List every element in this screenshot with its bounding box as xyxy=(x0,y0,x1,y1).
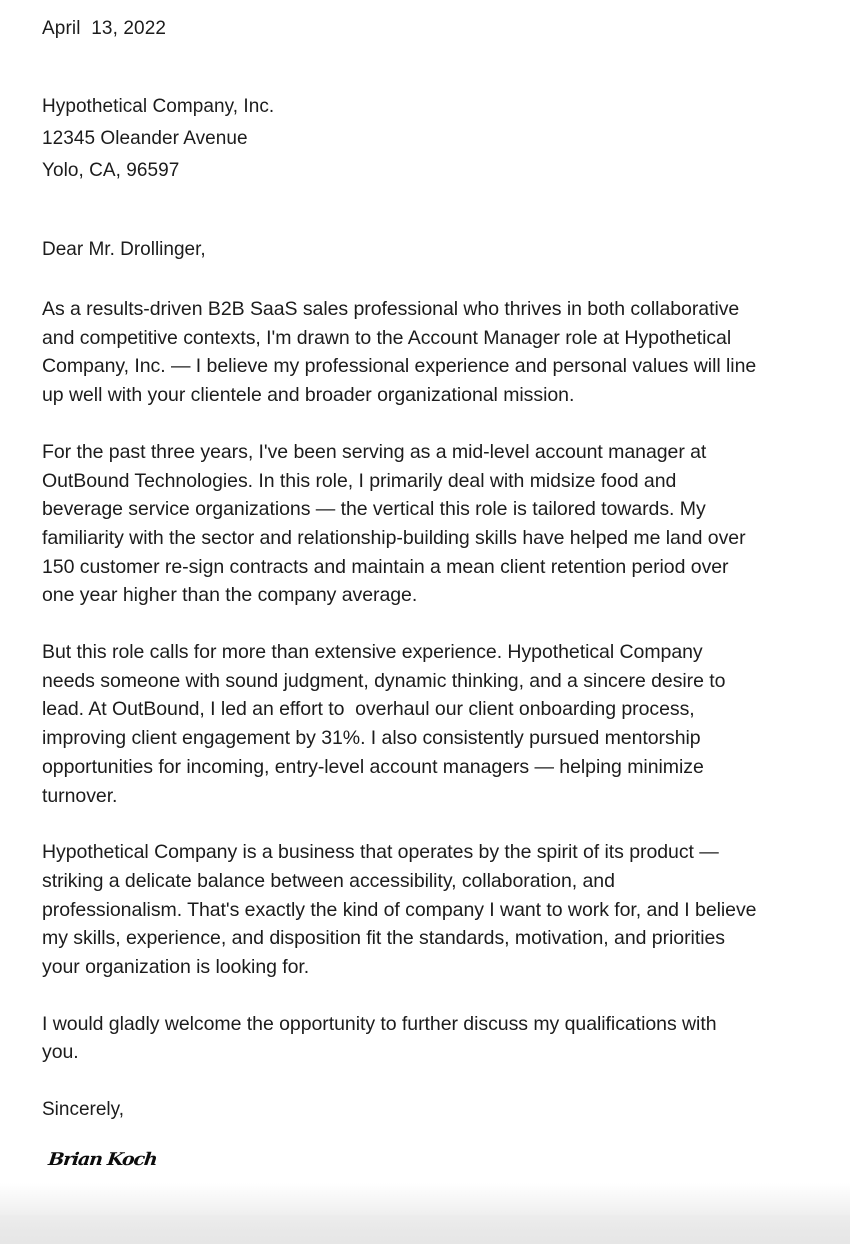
recipient-address-block xyxy=(42,91,758,187)
recipient-city-state-zip: Yolo, CA, 96597 xyxy=(42,160,180,181)
handwritten-signature: Brian Koch xyxy=(47,1149,158,1170)
salutation: Dear Mr. Drollinger, xyxy=(42,239,206,260)
body-paragraph-2: For the past three years, I've been serving as a mid-level account manager at OutBound Technologies. In this role, I primarily deal with midsize food and beverage service organizations — the vertical this role is tailored towards. My familiarity with the sector and relationship-building skills have helped me land over 150 customer re-sign contracts and maintain a mean client retention period over one year higher than the company average. xyxy=(42,440,751,607)
page-bottom-band xyxy=(0,1215,850,1244)
recipient-street: 12345 Oleander Avenue xyxy=(42,128,248,149)
body-paragraph-4: Hypothetical Company is a business that operates by the spirit of its product — striking a delicate balance between accessibility, collaboration, and professionalism. That's exactly the kind of company I want to work for, and I believe my skills, experience, and disposition fit the standards, motivation, and priorities your organization is looking for. xyxy=(42,841,762,979)
recipient-company: Hypothetical Company, Inc. xyxy=(42,96,275,117)
body-paragraph-3: But this role calls for more than extensive experience. Hypothetical Company needs someone with sound judgment, dynamic thinking, and a sincere desire to lead. At OutBound, I led an effort to overhaul our client onboarding process, improving client engagement by 31%. I also consistently pursued mentorship opportunities for incoming, entry-level account managers — helping minimize turnover. xyxy=(42,641,731,807)
cover-letter-body xyxy=(42,14,762,1226)
letter-date: April 13, 2022 xyxy=(42,18,167,39)
body-paragraph-5: I would gladly welcome the opportunity to further discuss my qualifications with you. xyxy=(42,1012,722,1064)
body-paragraph-1: As a results-driven B2B SaaS sales professional who thrives in both collaborative and competitive contexts, I'm drawn to the Account Manager role at Hypothetical Company, Inc. — I believe my professional experience and personal values will line up well with your clientele and broader organizational mission. xyxy=(42,298,762,407)
page-bottom-fade xyxy=(0,1183,850,1215)
closing-line: Sincerely, xyxy=(42,1099,125,1121)
